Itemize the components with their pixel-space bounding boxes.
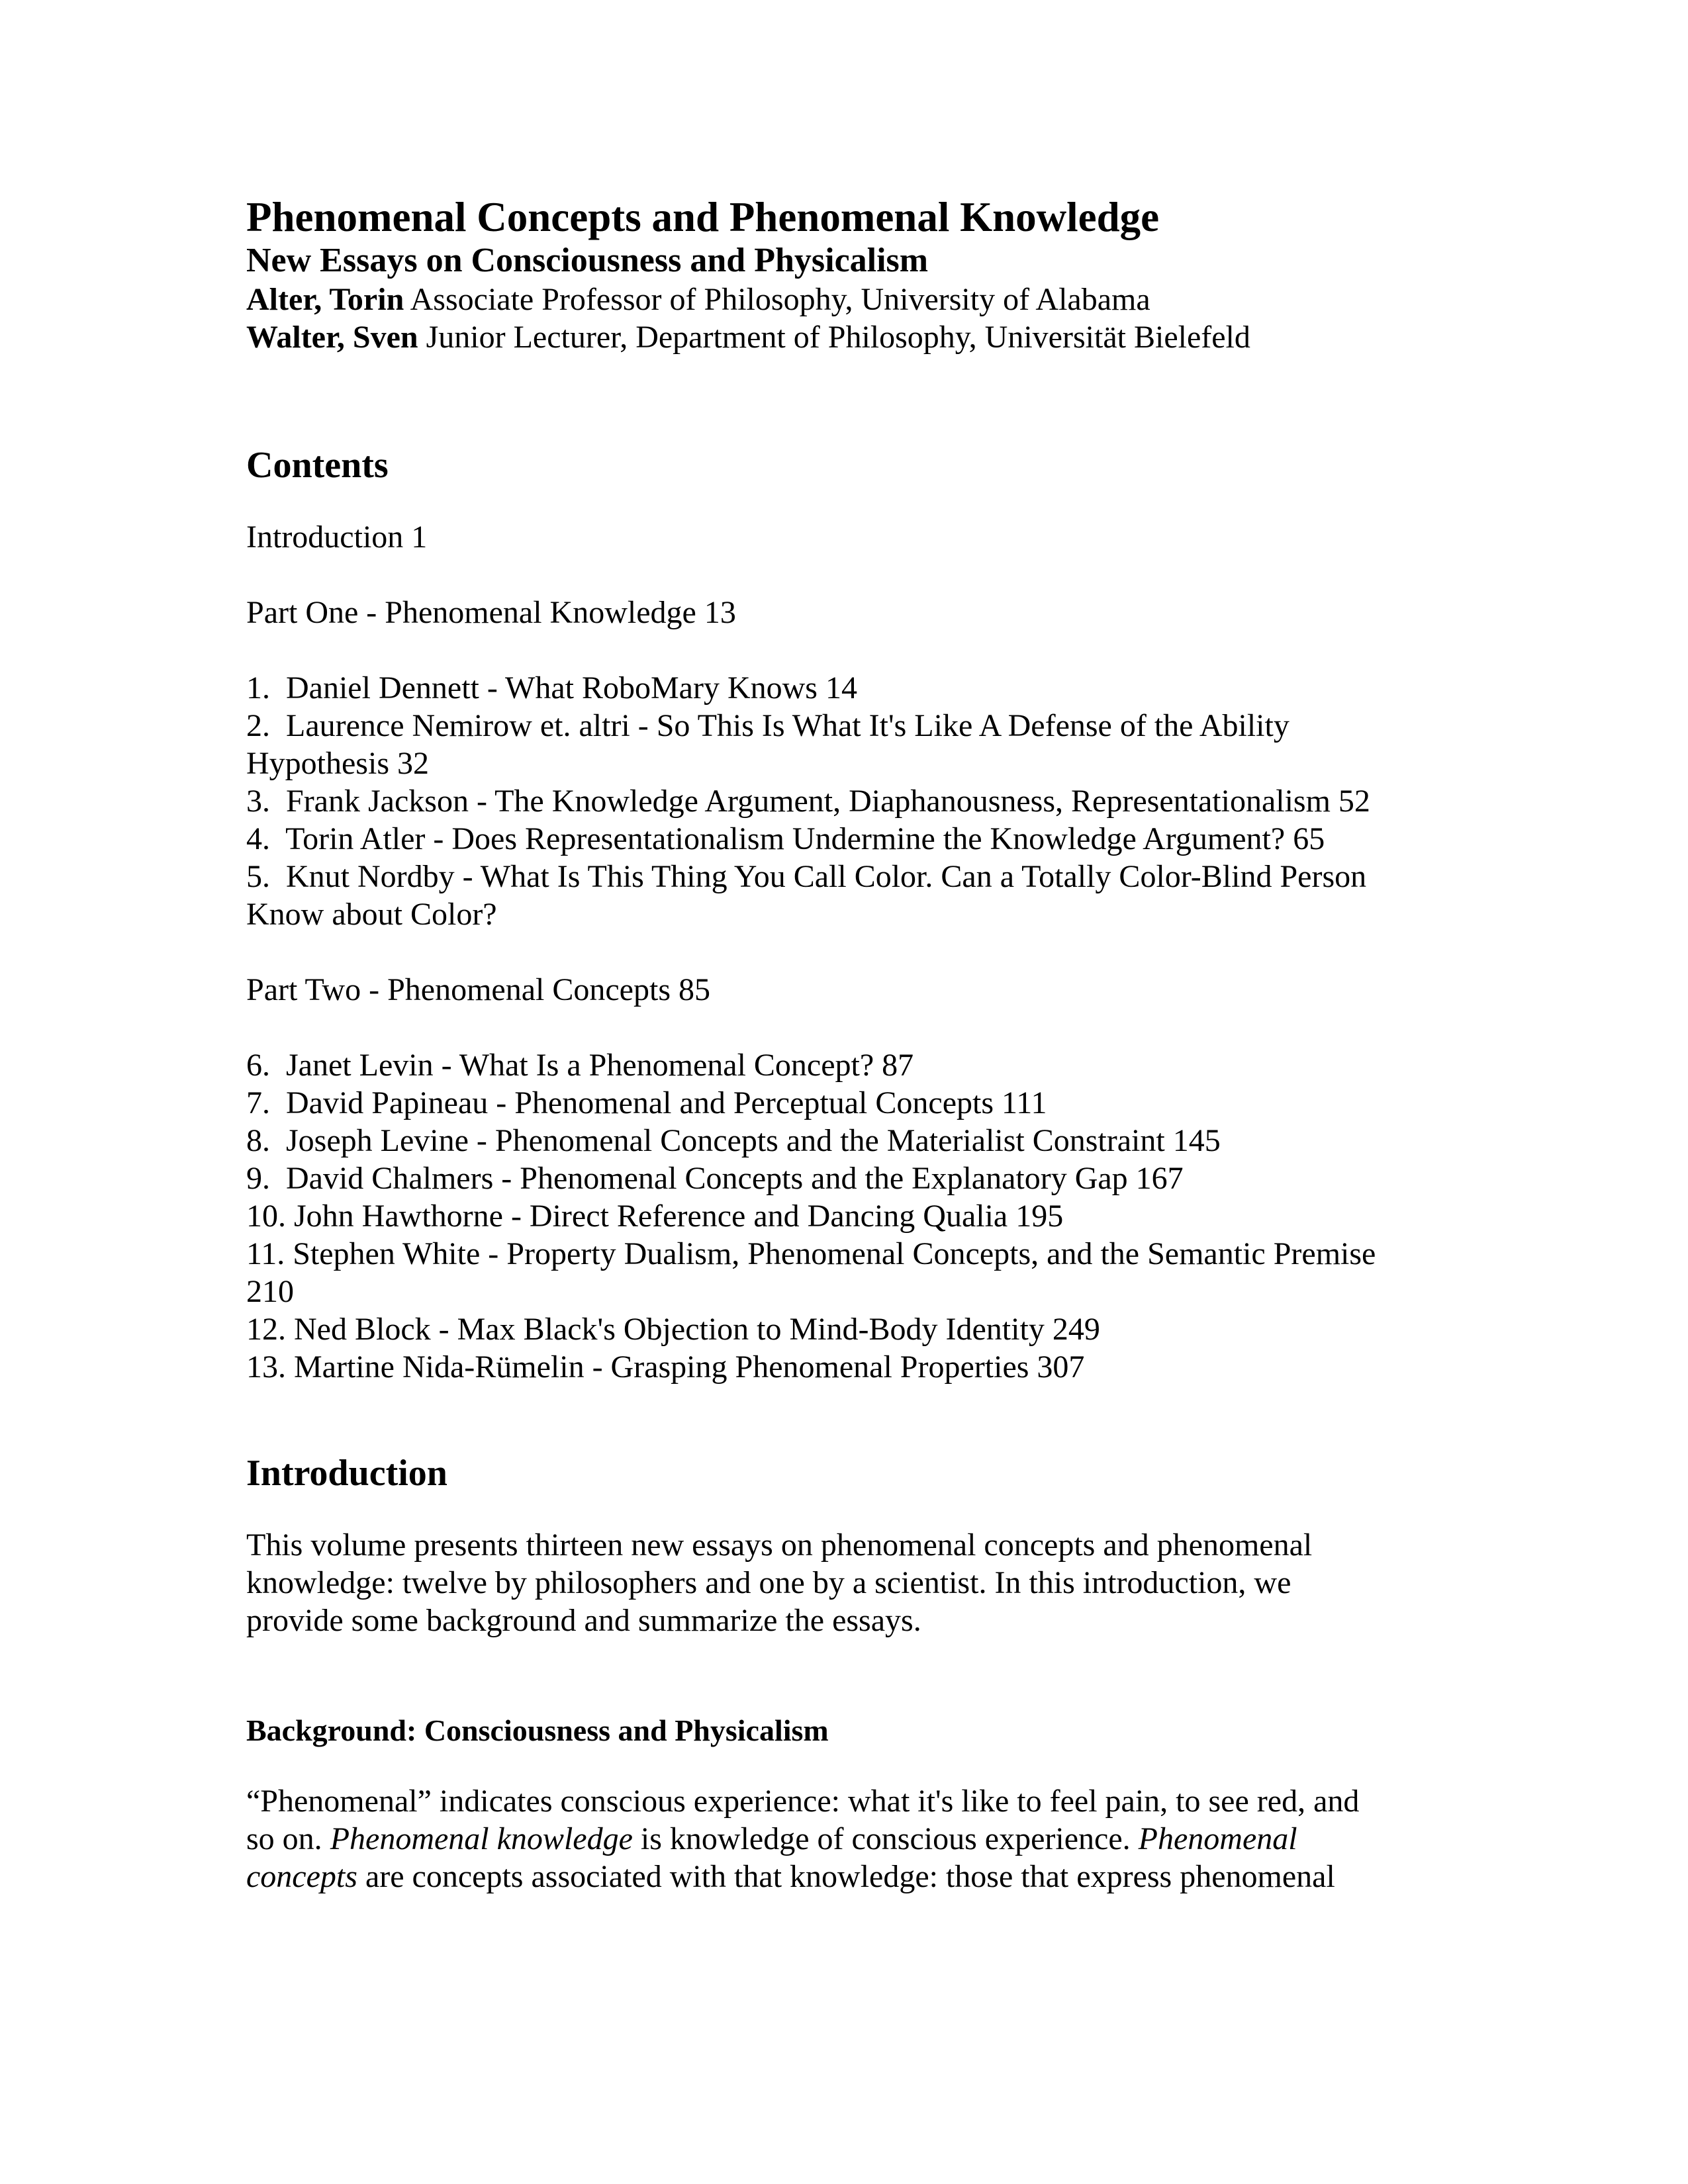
toc-item: 13. Martine Nida-Rümelin - Grasping Phenomenal Properties 307 [246, 1349, 1085, 1385]
toc-item: 11. Stephen White - Property Dualism, Phenomenal Concepts, and the Semantic Premise [246, 1236, 1376, 1271]
book-title: Phenomenal Concepts and Phenomenal Knowledge [246, 194, 1160, 240]
toc-item: 1. Daniel Dennett - What RoboMary Knows 14 [246, 670, 857, 705]
toc-item: 210 [246, 1274, 294, 1309]
italic-term: Phenomenal [1138, 1821, 1297, 1856]
background-paragraph-line [246, 1820, 1451, 1858]
toc-item: 7. David Papineau - Phenomenal and Perceptual Concepts 111 [246, 1085, 1047, 1120]
intro-paragraph-line: provide some background and summarize the essays. [246, 1603, 921, 1638]
author-line-1 [246, 281, 1451, 318]
background-paragraph-line: “Phenomenal” indicates conscious experience: what it's like to feel pain, to see red, and [246, 1784, 1360, 1819]
author-name: Walter, Sven [246, 320, 418, 355]
toc-item: 8. Joseph Levine - Phenomenal Concepts and the Materialist Constraint 145 [246, 1123, 1221, 1158]
author-name: Alter, Torin [246, 282, 404, 317]
author-affiliation: Junior Lecturer, Department of Philosophy, Universität Bielefeld [418, 320, 1250, 355]
text-run: is knowledge of conscious experience. [632, 1821, 1139, 1856]
text-run: are concepts associated with that knowledge: those that express phenomenal [357, 1859, 1335, 1894]
toc-introduction: Introduction 1 [246, 520, 428, 555]
toc-item: 9. David Chalmers - Phenomenal Concepts and the Explanatory Gap 167 [246, 1161, 1184, 1196]
toc-part-one-heading: Part One - Phenomenal Knowledge 13 [246, 595, 736, 630]
toc-item: Know about Color? [246, 897, 497, 932]
italic-term: concepts [246, 1859, 357, 1894]
background-heading: Background: Consciousness and Physicalism [246, 1713, 829, 1747]
toc-part-two-heading: Part Two - Phenomenal Concepts 85 [246, 972, 710, 1007]
author-affiliation: Associate Professor of Philosophy, University of Alabama [404, 282, 1150, 317]
toc-item: 5. Knut Nordby - What Is This Thing You Call Color. Can a Totally Color-Blind Person [246, 859, 1367, 894]
toc-item: Hypothesis 32 [246, 746, 429, 781]
intro-paragraph-line: knowledge: twelve by philosophers and one by a scientist. In this introduction, we [246, 1565, 1291, 1600]
toc-item: 10. John Hawthorne - Direct Reference and Dancing Qualia 195 [246, 1199, 1064, 1234]
contents-heading: Contents [246, 445, 389, 486]
intro-paragraph-line: This volume presents thirteen new essays on phenomenal concepts and phenomenal [246, 1527, 1313, 1563]
author-line-2 [246, 318, 1451, 356]
book-subtitle: New Essays on Consciousness and Physicalism [246, 242, 929, 279]
toc-item: 2. Laurence Nemirow et. altri - So This Is What It's Like A Defense of the Ability [246, 708, 1289, 743]
toc-item: 12. Ned Block - Max Black's Objection to Mind-Body Identity 249 [246, 1312, 1100, 1347]
background-paragraph-line [246, 1858, 1451, 1895]
italic-term: Phenomenal knowledge [330, 1821, 633, 1856]
toc-item: 6. Janet Levin - What Is a Phenomenal Concept? 87 [246, 1048, 914, 1083]
toc-item: 4. Torin Atler - Does Representationalism Undermine the Knowledge Argument? 65 [246, 821, 1325, 856]
toc-item: 3. Frank Jackson - The Knowledge Argument, Diaphanousness, Representationalism 52 [246, 784, 1370, 819]
page-content [246, 193, 1451, 1895]
text-run: so on. [246, 1821, 330, 1856]
introduction-heading: Introduction [246, 1453, 447, 1494]
